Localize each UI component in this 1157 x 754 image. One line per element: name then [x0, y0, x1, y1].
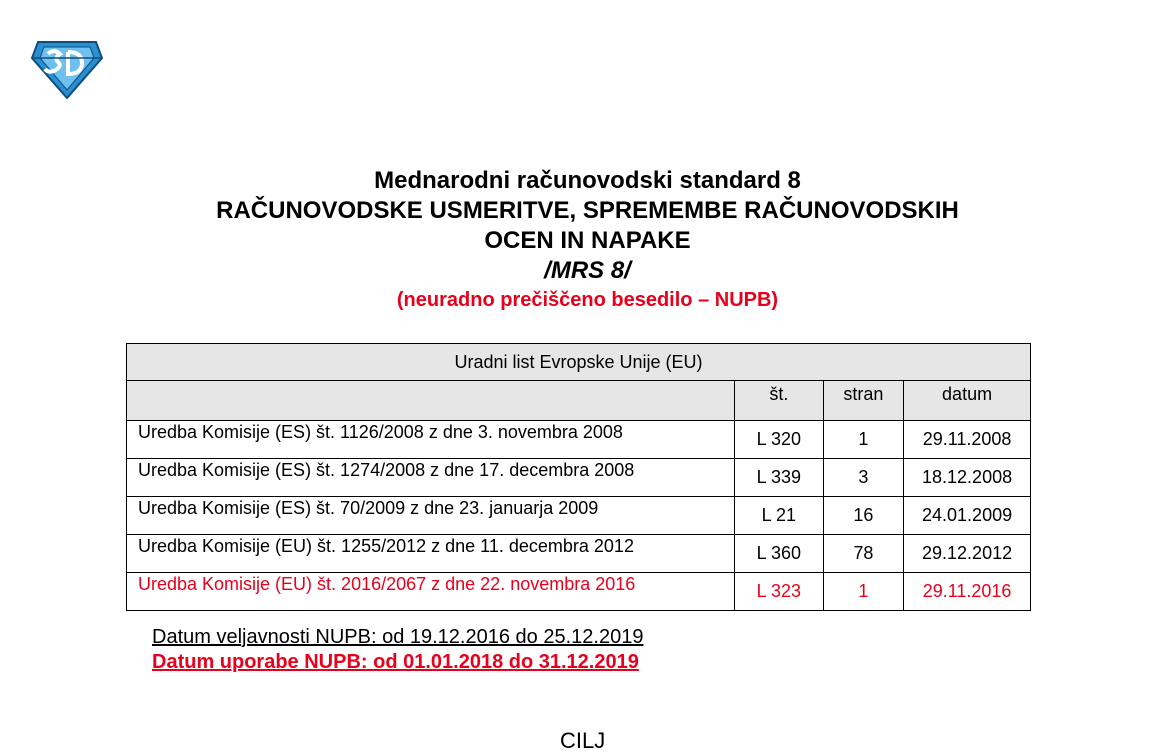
header-page: stran: [823, 381, 904, 421]
header-regulation: [127, 381, 735, 421]
date-cell: 29.12.2012: [904, 535, 1031, 573]
validity-date: Datum veljavnosti NUPB: od 19.12.2016 do 25.12.2019: [152, 626, 644, 648]
page-cell: 78: [823, 535, 904, 573]
table-row-highlighted: [127, 573, 1031, 611]
number-cell: L 339: [735, 459, 824, 497]
table-header-row: [127, 381, 1031, 421]
section-heading-partial: CILJ: [560, 728, 606, 753]
title-line-3: OCEN IN NAPAKE: [484, 227, 691, 254]
page-cell: 3: [823, 459, 904, 497]
number-cell: L 21: [735, 497, 824, 535]
table-row: [127, 421, 1031, 459]
eu-journal-table: [126, 343, 1031, 611]
regulation-cell: Uredba Komisije (EU) št. 2016/2067 z dne 22. novembra 2016: [127, 573, 735, 611]
title-block: [0, 166, 1157, 314]
number-cell: L 320: [735, 421, 824, 459]
header-date: datum: [904, 381, 1031, 421]
validity-block: [152, 625, 643, 675]
table-row: [127, 459, 1031, 497]
page-cell: 1: [823, 421, 904, 459]
sd-diamond-logo: [30, 40, 104, 100]
title-line-1: Mednarodni računovodski standard 8: [374, 167, 801, 194]
title-line-4: /MRS 8/: [544, 257, 631, 284]
regulation-cell: Uredba Komisije (ES) št. 70/2009 z dne 23. januarja 2009: [127, 497, 735, 535]
regulation-cell: Uredba Komisije (ES) št. 1274/2008 z dne 17. decembra 2008: [127, 459, 735, 497]
table-row: [127, 535, 1031, 573]
title-line-2: RAČUNOVODSKE USMERITVE, SPREMEMBE RAČUNOVODSKIH: [216, 197, 959, 224]
date-cell: 29.11.2016: [904, 573, 1031, 611]
number-cell: L 360: [735, 535, 824, 573]
number-cell: L 323: [735, 573, 824, 611]
header-number: št.: [735, 381, 824, 421]
regulation-cell: Uredba Komisije (EU) št. 1255/2012 z dne 11. decembra 2012: [127, 535, 735, 573]
regulation-cell: Uredba Komisije (ES) št. 1126/2008 z dne 3. novembra 2008: [127, 421, 735, 459]
table-caption: Uradni list Evropske Unije (EU): [127, 344, 1031, 381]
date-cell: 18.12.2008: [904, 459, 1031, 497]
application-date: Datum uporabe NUPB: od 01.01.2018 do 31.12.2019: [152, 651, 639, 673]
table-row: [127, 497, 1031, 535]
date-cell: 29.11.2008: [904, 421, 1031, 459]
date-cell: 24.01.2009: [904, 497, 1031, 535]
page-cell: 1: [823, 573, 904, 611]
page-cell: 16: [823, 497, 904, 535]
subtitle: (neuradno prečiščeno besedilo – NUPB): [396, 289, 779, 311]
